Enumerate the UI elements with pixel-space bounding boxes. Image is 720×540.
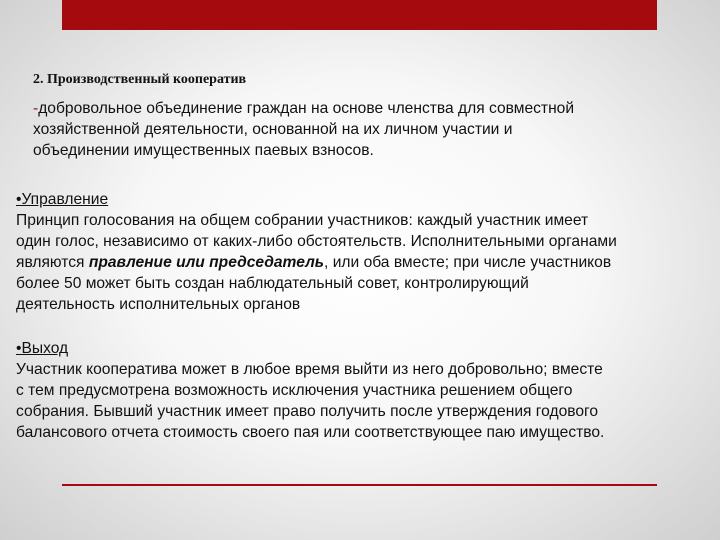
management-line: более 50 может быть создан наблюдательный совет, контролирующий xyxy=(16,275,529,292)
exit-line: Участник кооператива может в любое время выйти из него добровольно; вместе xyxy=(16,361,603,378)
exit-section xyxy=(16,338,716,443)
management-section xyxy=(16,189,716,315)
exit-line: с тем предусмотрена возможность исключения участника решением общего xyxy=(16,382,573,399)
slide-heading: 2. Производственный кооператив xyxy=(33,72,247,87)
red-dash: - xyxy=(33,100,39,117)
management-line: Принцип голосования на общем собрании участников: каждый участник имеет xyxy=(16,212,589,229)
bottom-divider xyxy=(62,484,657,486)
emphasis-text: правление или председатель xyxy=(88,254,325,271)
bullet-icon: • xyxy=(16,191,22,208)
management-line: являются правление или председатель, или оба вместе; при числе участников xyxy=(16,254,612,271)
exit-line: балансового отчета стоимость своего пая или соответствующее паю имущество. xyxy=(16,424,605,441)
management-line: деятельность исполнительных органов xyxy=(16,296,301,313)
exit-line: собрания. Бывший участник имеет право получить после утверждения годового xyxy=(16,403,599,420)
definition-line: объединении имущественных паевых взносов. xyxy=(33,142,374,159)
management-line: один голос, независимо от каких-либо обстоятельств. Исполнительными органами xyxy=(16,233,617,250)
bullet-icon: • xyxy=(16,340,22,357)
definition-line: хозяйственной деятельности, основанной на их личном участии и xyxy=(33,121,513,138)
exit-title: •Выход xyxy=(16,340,69,357)
management-title: •Управление xyxy=(16,191,109,208)
top-accent-bar xyxy=(62,0,657,30)
definition-line: -добровольное объединение граждан на основе членства для совместной xyxy=(33,100,575,117)
definition-text xyxy=(33,98,713,161)
